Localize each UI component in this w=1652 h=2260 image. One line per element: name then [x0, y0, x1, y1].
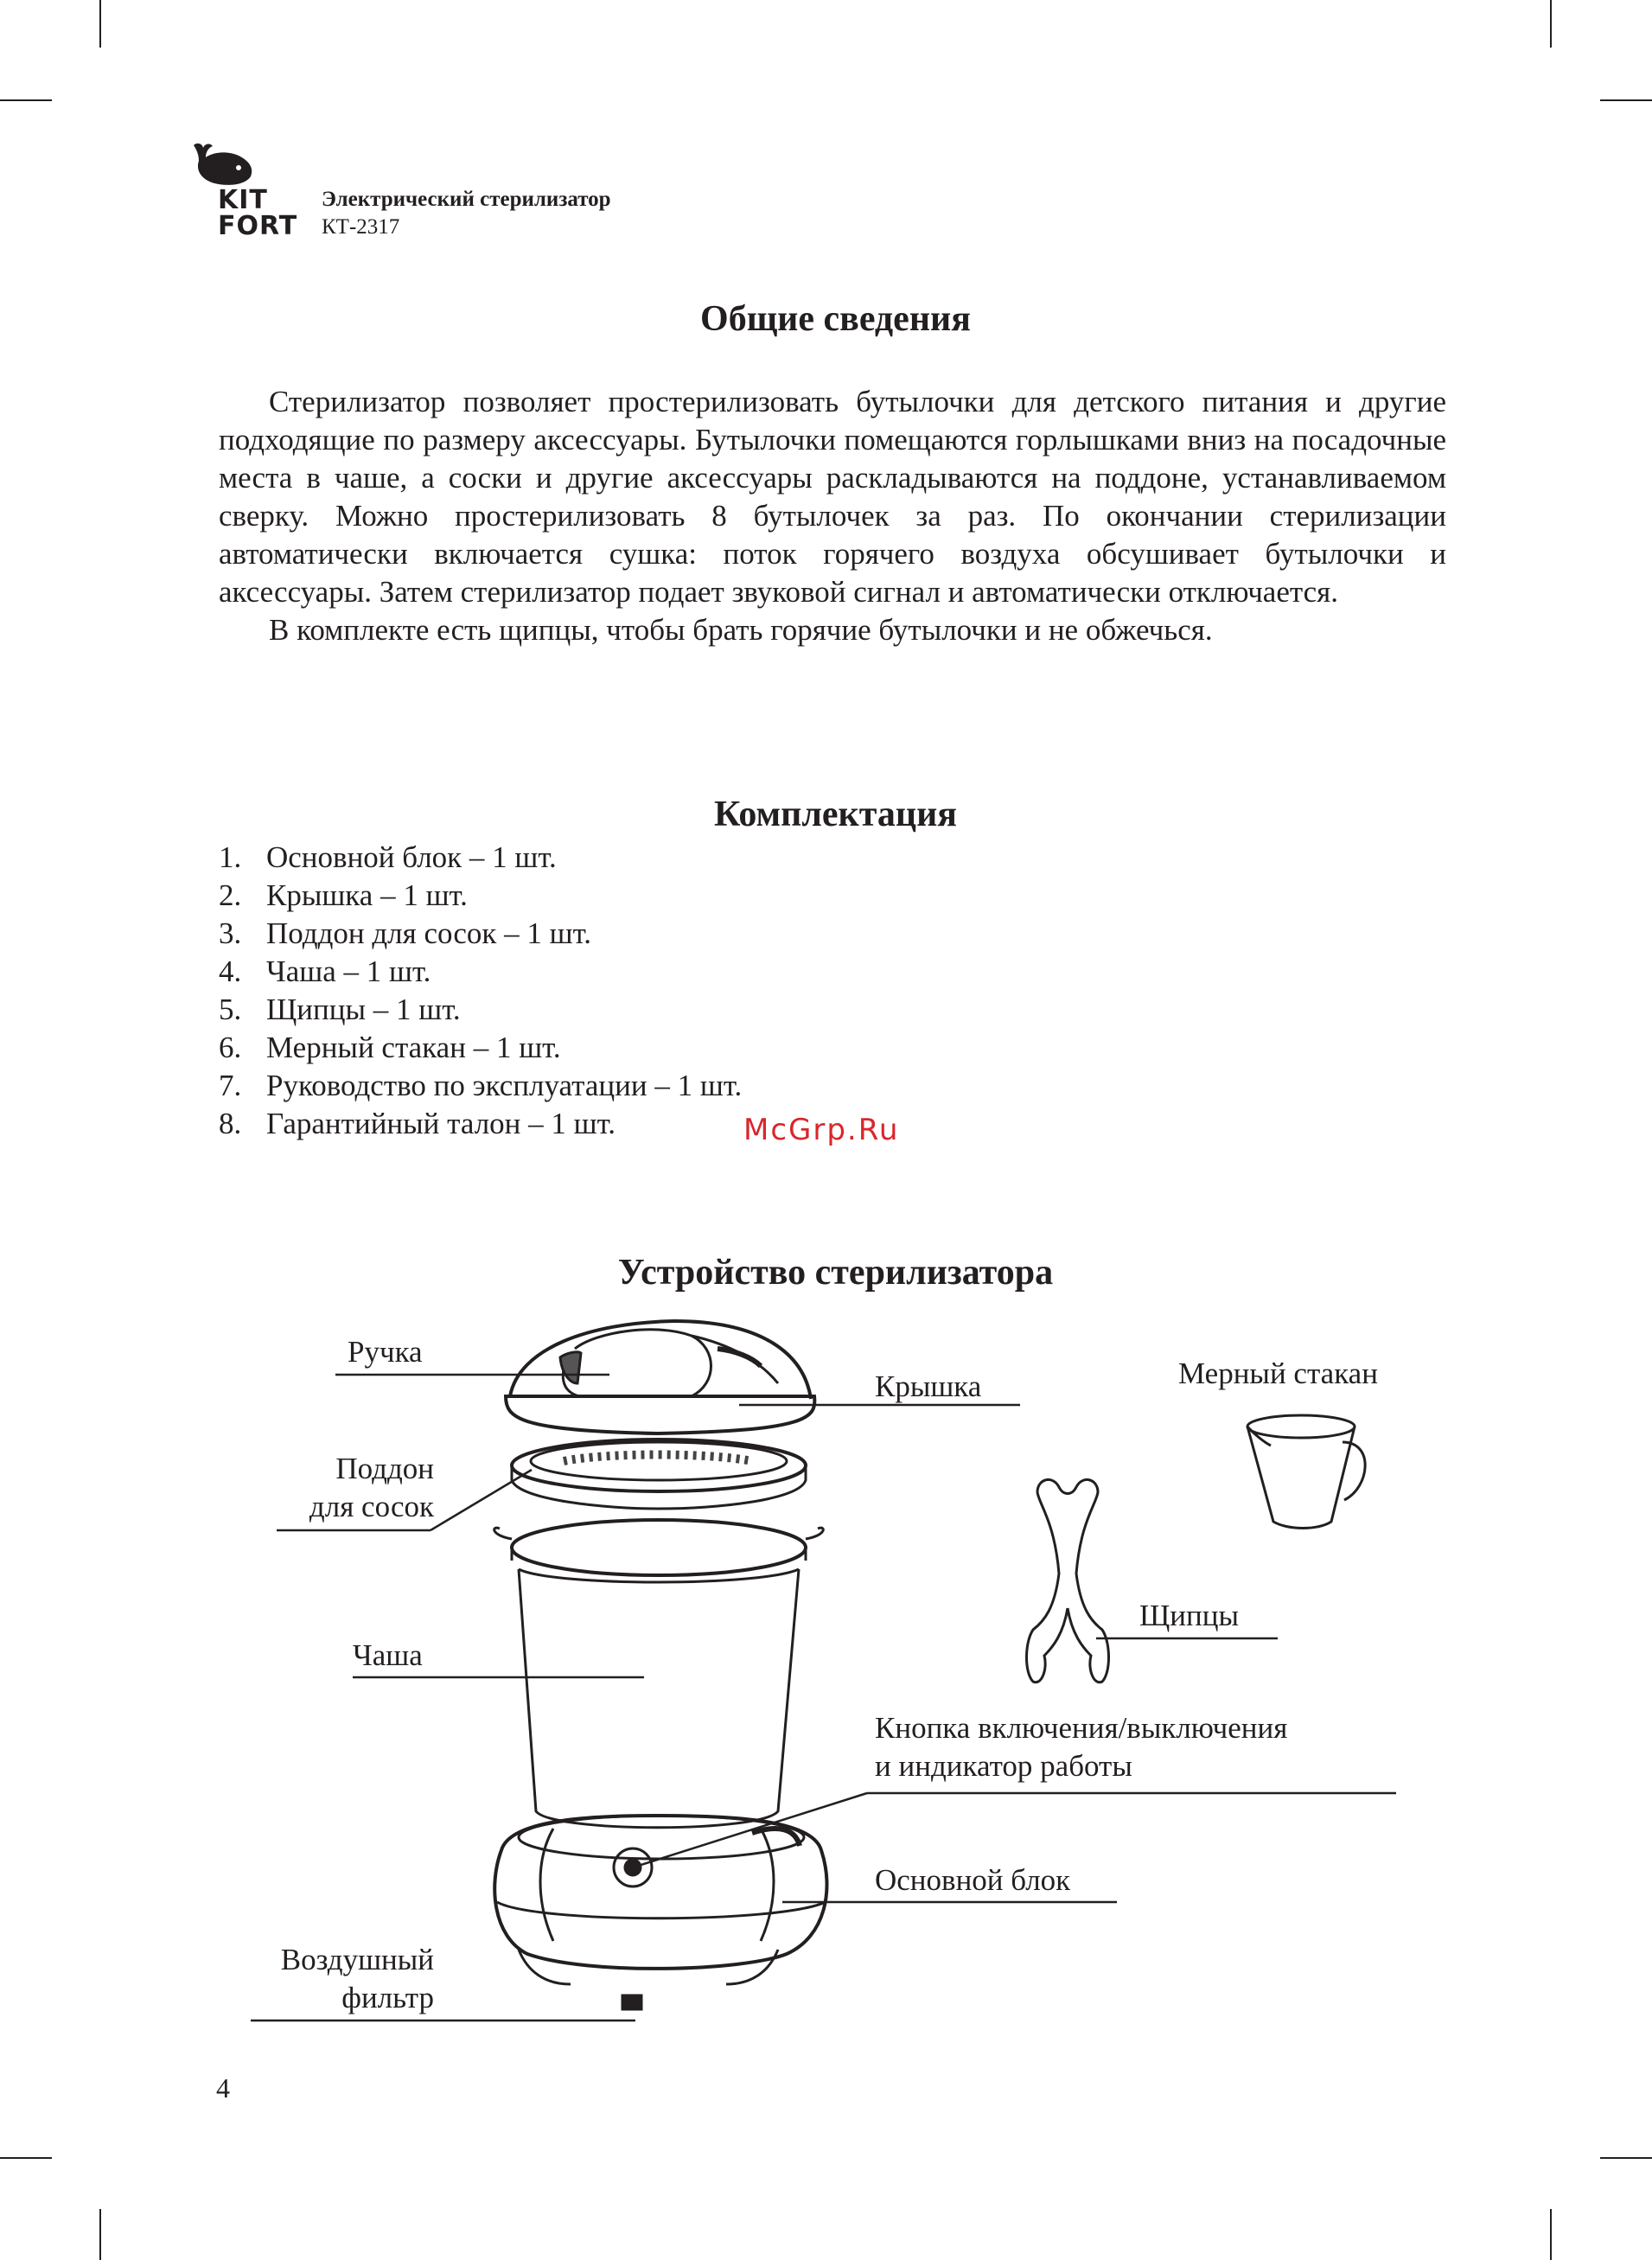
document-title: Электрический стерилизатор [322, 188, 611, 211]
tray-illustration [512, 1440, 806, 1509]
crop-mark [1550, 0, 1552, 48]
label-power-button: Кнопка включения/выключения и индикатор работы [875, 1711, 1288, 1783]
package-list [219, 839, 742, 1143]
label-lid: Крышка [875, 1369, 982, 1403]
crop-mark [99, 2209, 101, 2260]
crop-mark [99, 0, 101, 48]
list-item: 5. Щипцы – 1 шт. [219, 993, 461, 1026]
list-item: 8. Гарантийный талон – 1 шт. [219, 1107, 616, 1140]
crop-mark [0, 99, 52, 101]
brand-logo [188, 137, 301, 245]
section-heading-device: Устройство стерилизатора [617, 1253, 1054, 1293]
label-air-filter: Воздушный фильтр [280, 1943, 434, 2014]
list-item: 4. Чаша – 1 шт. [219, 954, 431, 988]
list-item: 3. Поддон для сосок – 1 шт. [219, 916, 592, 950]
measuring-cup-illustration [1247, 1415, 1365, 1529]
label-tongs: Щипцы [1139, 1599, 1240, 1632]
general-text [219, 383, 1446, 649]
section-heading-general: Общие сведения [700, 299, 971, 339]
device-diagram [0, 1297, 1652, 2161]
general-paragraph: Стерилизатор позволяет простерилизовать бутылочки для детского питания и другие подходящие по размеру аксессуары. Бутылочки помещаются горлышками вниз на посадочные места в чаше, а соски и другие аксессуары раскладываются на поддоне, устанавливаемом сверку. Можно простерилизовать 8 бутылочек за раз. По окончании стерилизации автоматически включается сушка: поток горячего воздуха обсушивает бутылочки и аксессуары. Затем стерилизатор подает звуковой сигнал и автоматически отключается. [219, 385, 1446, 609]
label-tray: Поддон для сосок [309, 1452, 434, 1523]
label-bowl: Чаша [353, 1638, 423, 1672]
whale-icon [188, 137, 258, 187]
label-handle: Ручка [348, 1335, 423, 1369]
list-item: 7. Руководство по эксплуатации – 1 шт. [219, 1069, 743, 1102]
list-item: 1. Основной блок – 1 шт. [219, 840, 557, 874]
tongs-illustration [1027, 1479, 1109, 1682]
list-item: 2. Крышка – 1 шт. [219, 878, 468, 912]
crop-mark [1600, 99, 1652, 101]
general-paragraph: В комплекте есть щипцы, чтобы брать горячие бутылочки и не обжечься. [269, 613, 1213, 647]
section-heading-package: Комплектация [713, 795, 958, 834]
logo-text-fort: FORT [218, 211, 298, 241]
lid-illustration [506, 1321, 814, 1433]
base-illustration [494, 1816, 826, 2009]
bowl-illustration [494, 1520, 824, 1828]
page-number: 4 [216, 2072, 230, 2104]
watermark: McGrp.Ru [743, 1113, 900, 1147]
model-number: КТ-2317 [322, 215, 400, 239]
crop-mark [1550, 2209, 1552, 2260]
label-base: Основной блок [875, 1863, 1071, 1897]
label-measuring-cup: Мерный стакан [1178, 1357, 1378, 1390]
list-item: 6. Мерный стакан – 1 шт. [219, 1031, 561, 1064]
logo-text-kit: KIT [218, 185, 268, 215]
